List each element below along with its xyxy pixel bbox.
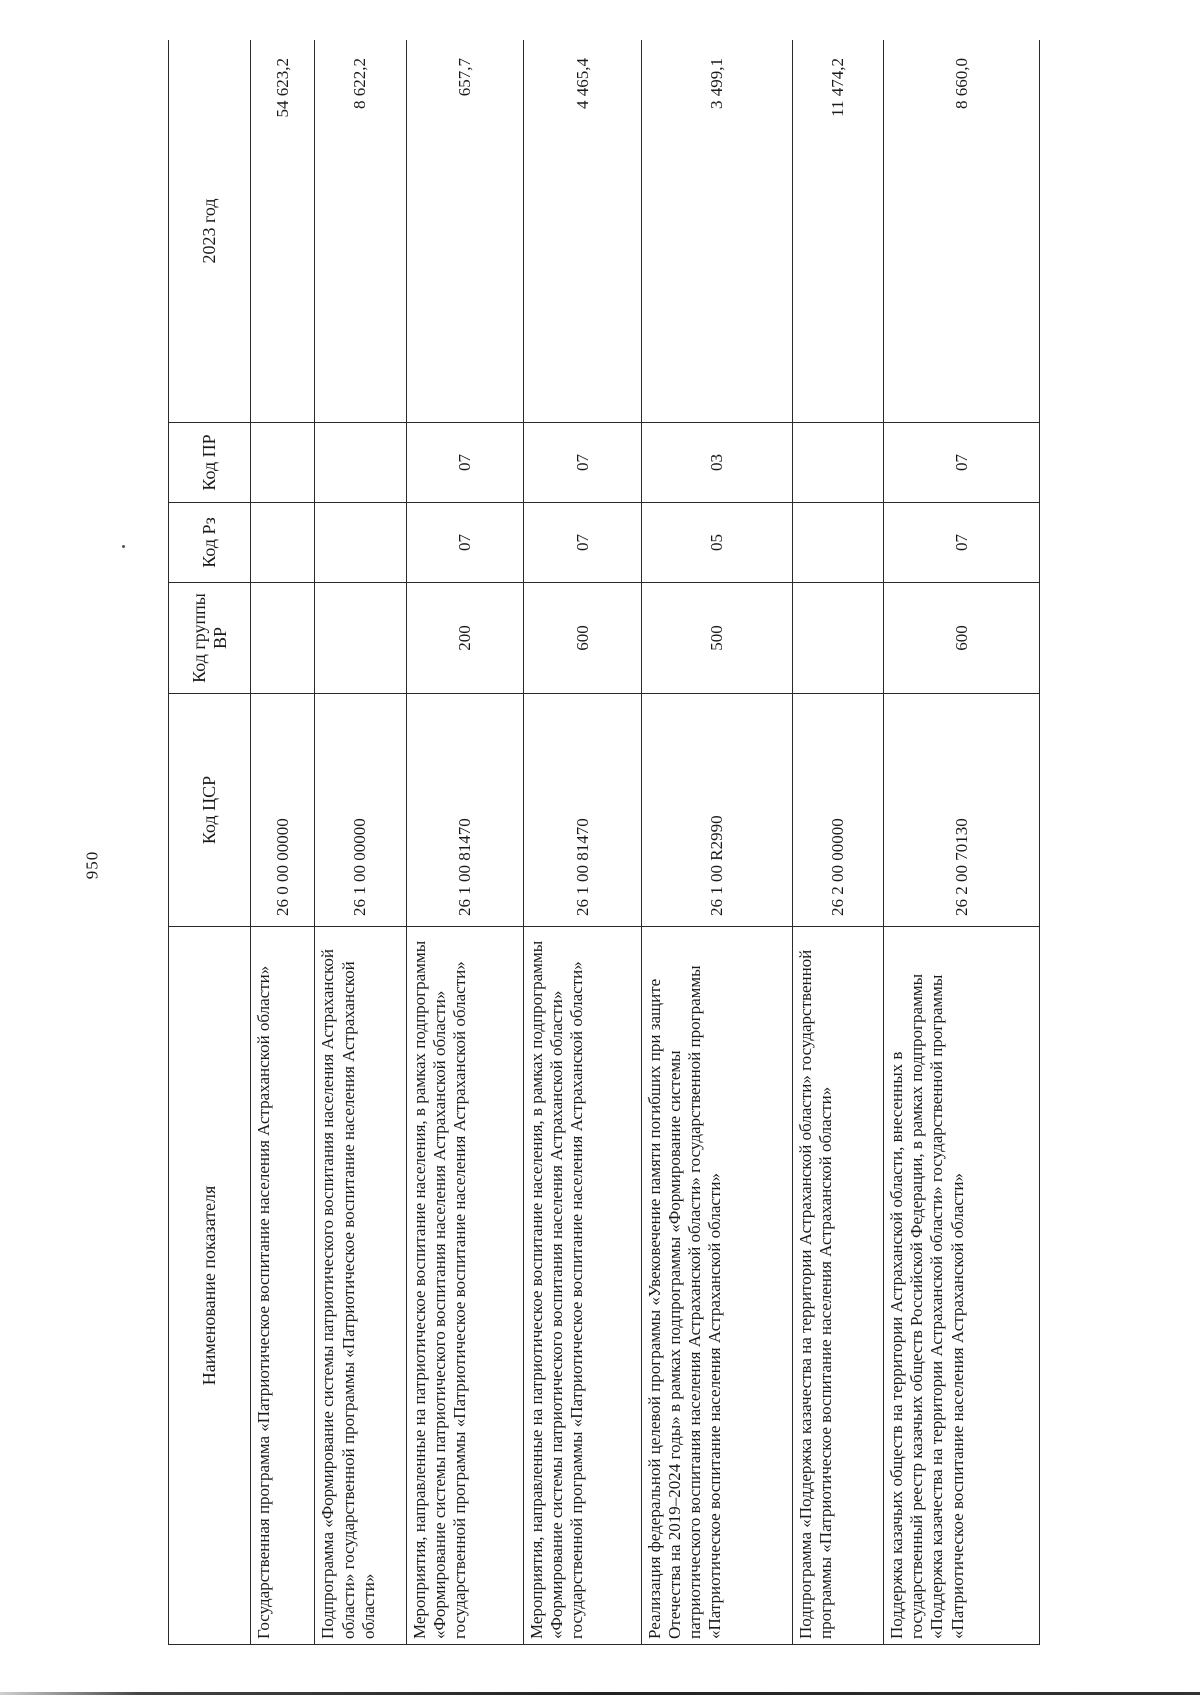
row-rz-code: 07 — [524, 503, 642, 583]
row-indicator-name: Реализация федеральной целевой программы «Увековечение памяти погибших при защите Отечества на 2019–2024 годы» в рамках подпрограммы «Формирование системы патриотического воспитания населения Астраханской области» государственной программы «Патриотическое воспитание населения Астраханской области» — [642, 927, 793, 1645]
table-row — [406, 40, 524, 1645]
row-csr-code: 26 1 00 81470 — [524, 694, 642, 927]
header-year-2023: 2023 год — [169, 40, 251, 423]
row-vr-code — [315, 583, 406, 694]
row-rz-code — [793, 503, 884, 583]
table-row — [251, 40, 315, 1645]
table-row — [642, 40, 793, 1645]
row-csr-code: 26 1 00 R2990 — [642, 694, 793, 927]
row-rz-code: 05 — [642, 503, 793, 583]
row-indicator-name: Подпрограмма «Формирование системы патриотического воспитания населения Астраханской области» государственной программы «Патриотическое воспитание населения Астраханской области» — [315, 927, 406, 1645]
scan-bottom-edge — [0, 1692, 1200, 1695]
table-row — [793, 40, 884, 1645]
row-pr-code: 07 — [884, 423, 1040, 503]
row-value-2023: 3 499,1 — [642, 40, 793, 423]
row-vr-code — [793, 583, 884, 694]
row-pr-code — [793, 423, 884, 503]
row-rz-code — [315, 503, 406, 583]
row-vr-code: 600 — [884, 583, 1040, 694]
table-row — [524, 40, 642, 1645]
page-number: 950 — [82, 850, 102, 880]
row-csr-code: 26 2 00 70130 — [884, 694, 1040, 927]
row-indicator-name: Подпрограмма «Поддержка казачества на территории Астраханской области» государственной программы «Патриотическое воспитание населения Астраханской области» — [793, 927, 884, 1645]
header-row — [169, 40, 251, 1645]
scan-speck — [122, 545, 125, 548]
row-csr-code: 26 1 00 81470 — [406, 694, 524, 927]
table-row — [884, 40, 1040, 1645]
row-vr-code: 200 — [406, 583, 524, 694]
header-csr-code: Код ЦСР — [169, 694, 251, 927]
row-csr-code: 26 1 00 00000 — [315, 694, 406, 927]
row-value-2023: 4 465,4 — [524, 40, 642, 423]
row-rz-code — [251, 503, 315, 583]
row-pr-code — [251, 423, 315, 503]
row-value-2023: 657,7 — [406, 40, 524, 423]
row-rz-code: 07 — [406, 503, 524, 583]
row-pr-code: 07 — [406, 423, 524, 503]
row-indicator-name: Мероприятия, направленные на патриотическое воспитание населения, в рамках подпрограммы «Формирование системы патриотического воспитания населения Астраханской области» государственной программы «Патриотическое воспитание населения Астраханской области» — [524, 927, 642, 1645]
row-indicator-name: Мероприятия, направленные на патриотическое воспитание населения, в рамках подпрограммы «Формирование системы патриотического воспитания населения Астраханской области» государственной программы «Патриотическое воспитание населения Астраханской области» — [406, 927, 524, 1645]
header-pr-code: Код ПР — [169, 423, 251, 503]
header-vr-group-code: Код группы ВР — [169, 583, 251, 694]
header-indicator-name: Наименование показателя — [169, 927, 251, 1645]
row-vr-code — [251, 583, 315, 694]
row-vr-code: 600 — [524, 583, 642, 694]
budget-table-container — [168, 40, 1040, 1645]
row-pr-code: 03 — [642, 423, 793, 503]
row-vr-code: 500 — [642, 583, 793, 694]
budget-table — [168, 40, 1040, 1645]
row-indicator-name: Поддержка казачьих обществ на территории Астраханской области, внесенных в государственный реестр казачьих обществ Российской Федерации, в рамках подпрограммы «Поддержка казачества на территории Астраханской области» государственной программы «Патриотическое воспитание населения Астраханской области» — [884, 927, 1040, 1645]
row-csr-code: 26 2 00 00000 — [793, 694, 884, 927]
header-rz-code: Код Рз — [169, 503, 251, 583]
row-value-2023: 8 660,0 — [884, 40, 1040, 423]
row-indicator-name: Государственная программа «Патриотическое воспитание населения Астраханской области» — [251, 927, 315, 1645]
table-row — [315, 40, 406, 1645]
row-csr-code: 26 0 00 00000 — [251, 694, 315, 927]
row-pr-code: 07 — [524, 423, 642, 503]
row-value-2023: 54 623,2 — [251, 40, 315, 423]
row-rz-code: 07 — [884, 503, 1040, 583]
row-pr-code — [315, 423, 406, 503]
row-value-2023: 8 622,2 — [315, 40, 406, 423]
row-value-2023: 11 474,2 — [793, 40, 884, 423]
